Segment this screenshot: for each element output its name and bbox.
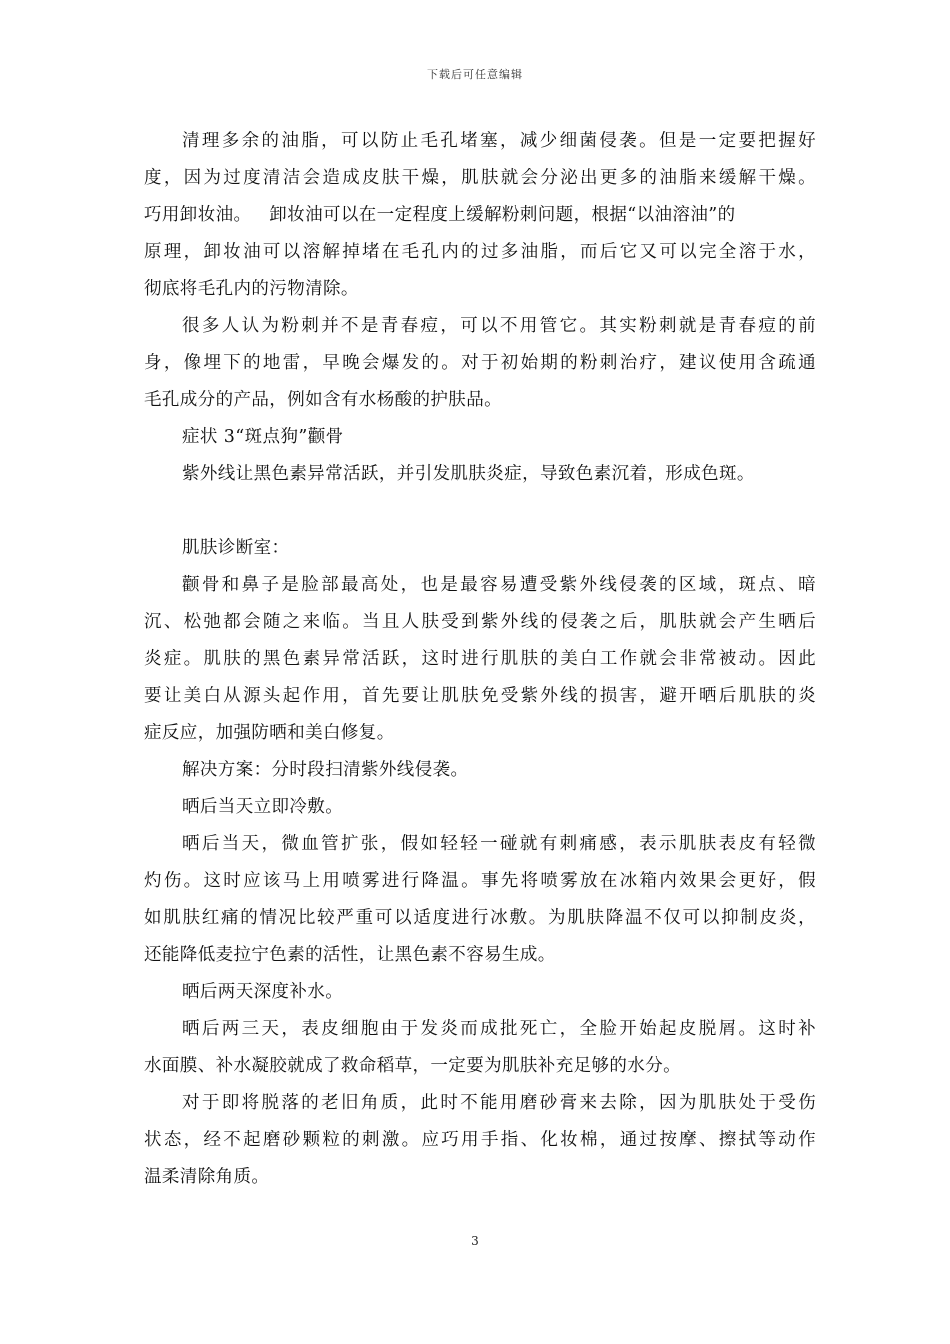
- body-line: 颧骨和鼻子是脸部最高处，也是最容易遭受紫外线侵袭的区域，斑点、暗: [182, 575, 816, 595]
- body-line: 晒后两天深度补水。: [182, 982, 344, 1002]
- body-line: 状态，经不起磨砂颗粒的刺激。应巧用手指、化妆棉，通过按摩、擦拭等动作: [144, 1130, 816, 1150]
- body-line: 要让美白从源头起作用，首先要让肌肤免受紫外线的损害，避开晒后肌肤的炎: [144, 686, 816, 706]
- body-line: 沉、松弛都会随之来临。当且人肤受到紫外线的侵袭之后，肌肤就会产生晒后: [144, 612, 816, 632]
- subsection-heading: 肌肤诊断室：: [182, 538, 290, 558]
- body-line: 如肌肤红痛的情况比较严重可以适度进行冰敷。为肌肤降温不仅可以抑制皮炎，: [144, 908, 816, 928]
- section-heading: 症状 3“斑点狗”颧骨: [182, 427, 344, 447]
- body-line: 毛孔成分的产品，例如含有水杨酸的护肤品。: [144, 390, 502, 410]
- body-line: 水面膜、补水凝胶就成了救命稻草，一定要为肌肤补充足够的水分。: [144, 1056, 681, 1076]
- page-header: 下载后可任意编辑: [427, 68, 523, 81]
- body-line: 度，因为过度清洁会造成皮肤干燥，肌肤就会分泌出更多的油脂来缓解干燥。: [144, 168, 816, 188]
- body-line: 身，像埋下的地雷，早晚会爆发的。对于初始期的粉刺治疗，建议使用含疏通: [144, 353, 816, 373]
- body-line: 还能降低麦拉宁色素的活性，让黑色素不容易生成。: [144, 945, 556, 965]
- body-line: 原理，卸妆油可以溶解掉堵在毛孔内的过多油脂，而后它又可以完全溶于水，: [144, 242, 816, 262]
- body-line: 晒后两三天，表皮细胞由于发炎而成批死亡，全脸开始起皮脱屑。这时补: [182, 1019, 816, 1039]
- body-line: 灼伤。这时应该马上用喷雾进行降温。事先将喷雾放在冰箱内效果会更好，假: [144, 871, 816, 891]
- blank-line: [144, 493, 816, 530]
- body-line: 对于即将脱落的老旧角质，此时不能用磨砂膏来去除，因为肌肤处于受伤: [182, 1093, 816, 1113]
- body-line: 温柔清除角质。: [144, 1167, 270, 1187]
- page-number: 3: [471, 1234, 479, 1248]
- body-line: 清理多余的油脂，可以防止毛孔堵塞，减少细菌侵袭。但是一定要把握好: [182, 131, 816, 151]
- body-line: 晒后当天立即冷敷。: [182, 797, 344, 817]
- body-line: 炎症。肌肤的黑色素异常活跃，这时进行肌肤的美白工作就会非常被动。因此: [144, 649, 816, 669]
- body-line: 解决方案：分时段扫清紫外线侵袭。: [182, 760, 469, 780]
- body-line: 彻底将毛孔内的污物清除。: [144, 279, 359, 299]
- body-line: 巧用卸妆油。 卸妆油可以在一定程度上缓解粉刺问题，根据“以油溶油”的: [144, 205, 736, 225]
- body-line: 紫外线让黑色素异常活跃，并引发肌肤炎症，导致色素沉着，形成色斑。: [182, 464, 755, 484]
- document-body: [144, 123, 816, 1196]
- body-line: 症反应，加强防晒和美白修复。: [144, 723, 395, 743]
- body-line: 晒后当天，微血管扩张，假如轻轻一碰就有刺痛感，表示肌肤表皮有轻微: [182, 834, 816, 854]
- body-line: 很多人认为粉刺并不是青春痘，可以不用管它。其实粉刺就是青春痘的前: [182, 316, 816, 336]
